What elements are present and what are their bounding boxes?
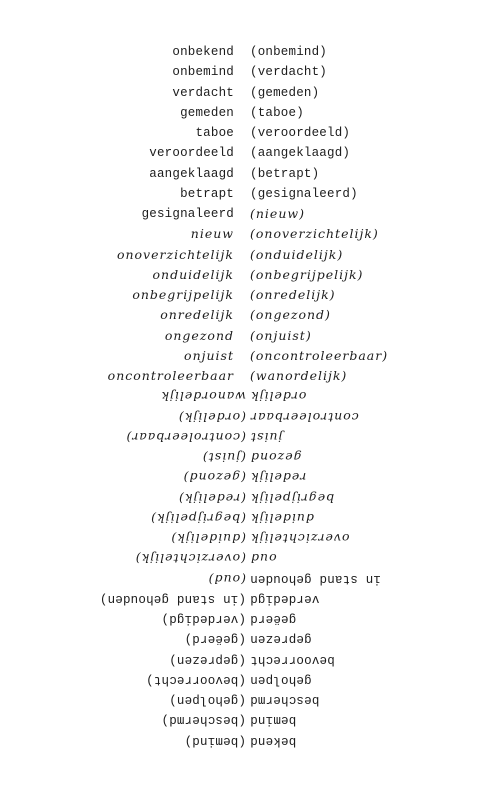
- poem-word: gemeden: [180, 105, 234, 120]
- poem-word: begrijpelijk: [250, 490, 335, 506]
- poem-line: [0, 629, 480, 649]
- poem-word: aangeklaagd: [149, 166, 234, 181]
- poem-word: onbegrijpelijk: [132, 287, 234, 302]
- poem-word: geholpen: [250, 672, 312, 687]
- poem-line: [0, 204, 480, 224]
- poem-word-parenthetical: (taboe): [250, 105, 304, 120]
- poem-word: verdedigd: [250, 591, 320, 606]
- poem-word: redelijk: [250, 470, 307, 486]
- poem-line: [0, 245, 480, 265]
- poem-word-parenthetical: (oncontroleerbaar): [250, 347, 389, 363]
- poem-word: overzichtelijk: [250, 531, 350, 546]
- poem-line: [0, 42, 480, 62]
- poem-word-parenthetical: (ongezond): [250, 307, 331, 323]
- poem-word-parenthetical: (bevoorrecht): [145, 672, 246, 687]
- poem-word: duidelijk: [250, 510, 314, 526]
- poem-line: [0, 103, 480, 123]
- poem-word: onjuist: [184, 347, 234, 363]
- poem-line: [0, 83, 480, 103]
- poem-line: [0, 407, 480, 427]
- poem-word: geëerd: [250, 612, 297, 626]
- poem-word-parenthetical: (wanordelijk): [250, 368, 348, 383]
- poem-word-parenthetical: (aangeklaagd): [250, 146, 351, 161]
- poem-word: oud: [250, 551, 277, 567]
- poem-line: [0, 710, 480, 730]
- poem-line: [0, 305, 480, 325]
- poem-word-parenthetical: (redelijk): [178, 490, 246, 506]
- poem-word: bemind: [250, 713, 297, 728]
- poem-line: [0, 609, 480, 629]
- poem-word-parenthetical: (gezond): [182, 470, 246, 486]
- poem-line: [0, 731, 480, 751]
- poem-line: [0, 143, 480, 163]
- poem-word: veroordeeld: [149, 146, 234, 161]
- poem-line: [0, 285, 480, 305]
- poem-line: [0, 386, 480, 406]
- poem-word: onduidelijk: [152, 266, 234, 282]
- poem-word-parenthetical: (veroordeeld): [250, 126, 351, 140]
- poem-word: gezond: [250, 450, 302, 465]
- poem-word: controleerbaar: [250, 409, 359, 425]
- poem-word: beschermd: [250, 693, 320, 707]
- poem-word-parenthetical: (bemind): [184, 733, 246, 748]
- poem-word-parenthetical: (ordelijk): [177, 409, 246, 425]
- poem-word-parenthetical: (juist): [201, 450, 246, 465]
- poem-word-parenthetical: (onbemind): [250, 45, 328, 59]
- poem-word: bekend: [250, 733, 297, 748]
- poem-line: [0, 650, 480, 670]
- poem-line: [0, 224, 480, 244]
- poem-word: nieuw: [190, 226, 234, 242]
- poem-word: onredelijk: [160, 307, 234, 323]
- poem-word-parenthetical: (geëerd): [184, 632, 246, 647]
- poem-word: onbemind: [172, 65, 234, 80]
- poem-word: bevoorrecht: [250, 652, 335, 667]
- poem-line: [0, 467, 480, 487]
- poem-word-parenthetical: (onoverzichtelijk): [250, 226, 379, 242]
- poem-word: verdacht: [172, 85, 234, 100]
- poem-line: [0, 447, 480, 467]
- poem-word-parenthetical: (controleerbaar): [125, 429, 246, 445]
- poem-word-parenthetical: (betrapt): [250, 166, 320, 181]
- poem-word-parenthetical: (gesignaleerd): [250, 186, 358, 201]
- poem-line: [0, 488, 480, 508]
- poem-line: [0, 427, 480, 447]
- poem-word: taboe: [195, 126, 234, 140]
- poem-word-parenthetical: (nieuw): [250, 206, 305, 221]
- poem-word-parenthetical: (verdacht): [250, 65, 328, 80]
- poem-word: gesignaleerd: [141, 207, 234, 221]
- poem-word: oncontroleerbaar: [107, 368, 234, 383]
- poem-word: onbekend: [172, 45, 234, 59]
- poem-line: [0, 326, 480, 346]
- poem-word-parenthetical: (oud): [207, 571, 246, 587]
- poem-line: [0, 164, 480, 184]
- poem-word: ongezond: [164, 327, 234, 343]
- poem-word: juist: [250, 429, 283, 445]
- poem-word-parenthetical: (in stand gehouden): [99, 591, 246, 606]
- poem-word-parenthetical: (begrijpelijk): [150, 510, 246, 526]
- poem-line: [0, 346, 480, 366]
- poem-line: [0, 589, 480, 609]
- poem-word-parenthetical: (onjuist): [250, 327, 312, 343]
- poem-line: [0, 528, 480, 548]
- poem-word: onoverzichtelijk: [116, 246, 234, 262]
- poem-line: [0, 123, 480, 143]
- poem-line: [0, 690, 480, 710]
- poem-word-parenthetical: (onduidelijk): [250, 246, 344, 262]
- poem-word-parenthetical: (gemeden): [250, 85, 320, 100]
- poem-line: [0, 366, 480, 386]
- poem-word-parenthetical: (verdedigd): [161, 612, 246, 626]
- poem-word: in stand gehouden: [250, 571, 381, 586]
- poem-line: [0, 670, 480, 690]
- poem-word: ordelijk: [250, 389, 307, 405]
- poem-line: [0, 548, 480, 568]
- poem-line: [0, 508, 480, 528]
- poem-word-parenthetical: (overzichtelijk): [134, 551, 246, 567]
- poem-word-parenthetical: wanordelijk: [160, 389, 246, 405]
- poem-word-parenthetical: (onbegrijpelijk): [250, 266, 364, 282]
- poem-word-parenthetical: (onredelijk): [250, 287, 336, 302]
- poem-line: [0, 184, 480, 204]
- poem-word-parenthetical: (geholpen): [168, 693, 246, 707]
- poem-line: [0, 265, 480, 285]
- poem-word: geprezen: [250, 632, 312, 647]
- poem-word-parenthetical: (beschermd): [161, 713, 246, 728]
- poem-word-parenthetical: (geprezen): [168, 652, 246, 667]
- poem-line: [0, 62, 480, 82]
- poem-word: betrapt: [180, 186, 234, 201]
- poem-line: [0, 569, 480, 589]
- poem-word-parenthetical: (duidelijk): [170, 531, 246, 546]
